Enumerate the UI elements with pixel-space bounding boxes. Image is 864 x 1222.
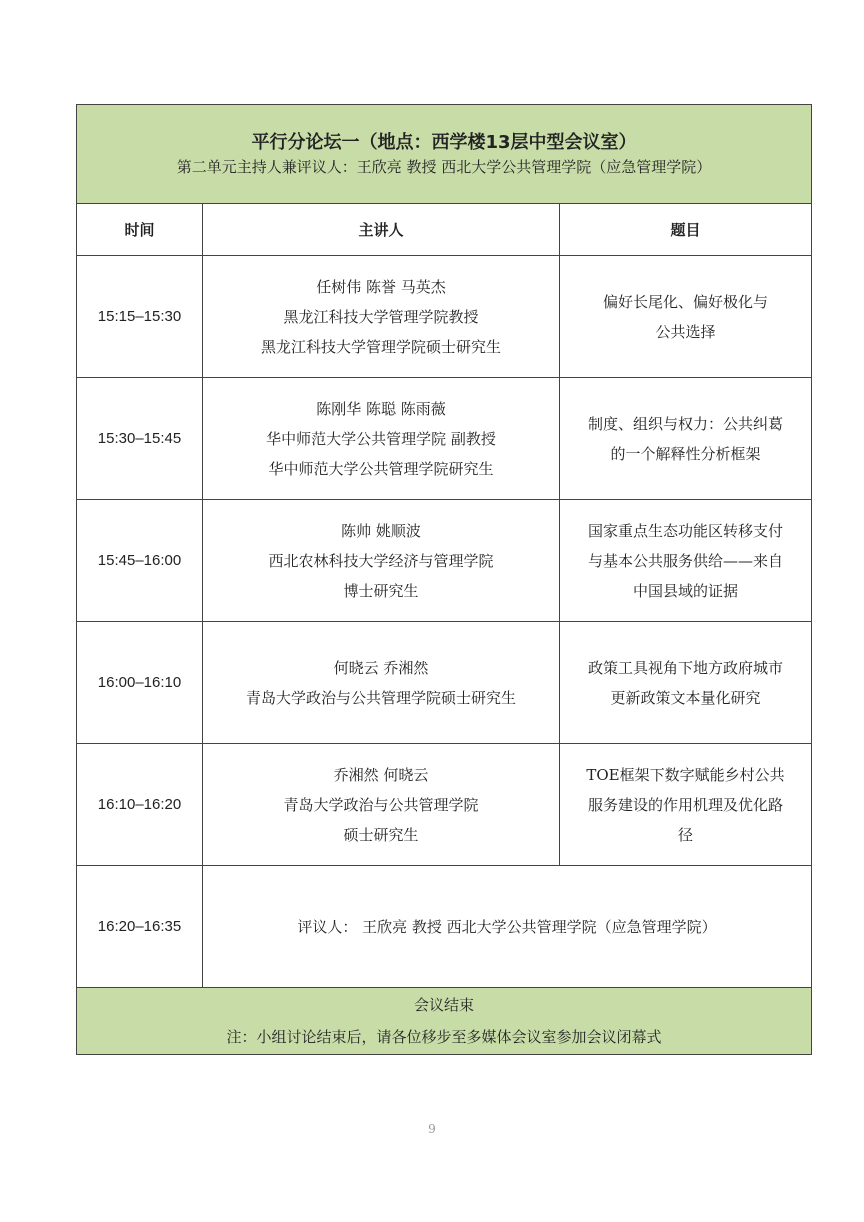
topic-line: 国家重点生态功能区转移支付 — [587, 521, 783, 540]
speakers-cell — [203, 744, 560, 866]
table-row — [77, 378, 812, 500]
speaker-line: 博士研究生 — [343, 581, 419, 600]
speakers-cell — [203, 378, 560, 500]
speaker-line: 陈帅 姚顺波 — [341, 521, 421, 540]
speaker-line: 乔湘然 何晓云 — [333, 765, 429, 784]
speaker-line: 黑龙江科技大学管理学院硕士研究生 — [260, 337, 501, 356]
topic-cell — [560, 622, 812, 744]
table-row — [77, 500, 812, 622]
speaker-line: 硕士研究生 — [343, 825, 419, 844]
table-row — [77, 622, 812, 744]
table-row — [77, 256, 812, 378]
column-headers — [77, 204, 812, 256]
speaker-line: 华中师范大学公共管理学院研究生 — [268, 459, 494, 478]
page-number: 9 — [428, 1122, 436, 1136]
meeting-end: 会议结束 — [413, 996, 474, 1014]
topic-cell — [560, 744, 812, 866]
topic-line: 制度、组织与权力：公共纠葛 — [587, 414, 783, 433]
column-header-topic: 题目 — [560, 204, 812, 256]
session-time: 16:10–16:20 — [77, 744, 203, 866]
topic-line: 的一个解释性分析框架 — [610, 444, 761, 463]
speaker-line: 华中师范大学公共管理学院 副教授 — [266, 429, 496, 448]
topic-line: 服务建设的作用机理及优化路 — [587, 795, 783, 814]
speaker-line: 陈刚华 陈聪 陈雨薇 — [316, 399, 446, 418]
forum-title: 平行分论坛一（地点：西学楼13层中型会议室） — [251, 132, 637, 153]
topic-line: 偏好长尾化、偏好极化与 — [602, 292, 768, 311]
speaker-line: 黑龙江科技大学管理学院教授 — [283, 307, 479, 326]
closing-note: 注：小组讨论结束后，请各位移步至多媒体会议室参加会议闭幕式 — [226, 1028, 662, 1046]
speaker-line: 任树伟 陈誉 马英杰 — [316, 277, 446, 296]
speakers-cell — [203, 622, 560, 744]
forum-subtitle: 第二单元主持人兼评议人：王欣亮 教授 西北大学公共管理学院（应急管理学院） — [176, 158, 712, 176]
speakers-cell — [203, 500, 560, 622]
topic-line: TOE框架下数字赋能乡村公共 — [586, 765, 785, 784]
schedule-table — [76, 104, 812, 1055]
speakers-cell — [203, 256, 560, 378]
topic-line: 中国县域的证据 — [632, 581, 738, 600]
session-time: 15:30–15:45 — [77, 378, 203, 500]
topic-cell — [560, 378, 812, 500]
review-text: 评议人： 王欣亮 教授 西北大学公共管理学院（应急管理学院） — [203, 866, 812, 988]
session-time: 15:45–16:00 — [77, 500, 203, 622]
review-row — [77, 866, 812, 988]
topic-line: 径 — [677, 825, 693, 844]
speaker-line: 西北农林科技大学经济与管理学院 — [268, 551, 494, 570]
topic-line: 与基本公共服务供给——来自 — [587, 551, 783, 570]
review-time: 16:20–16:35 — [77, 866, 203, 988]
session-time: 16:00–16:10 — [77, 622, 203, 744]
session-time: 15:15–15:30 — [77, 256, 203, 378]
speaker-line: 青岛大学政治与公共管理学院 — [283, 795, 479, 814]
topic-cell — [560, 256, 812, 378]
table-row — [77, 744, 812, 866]
column-header-time: 时间 — [77, 204, 203, 256]
topic-cell — [560, 500, 812, 622]
topic-line: 政策工具视角下地方政府城市 — [587, 658, 783, 677]
speaker-line: 何晓云 乔湘然 — [333, 658, 429, 677]
topic-line: 更新政策文本量化研究 — [610, 688, 761, 707]
speaker-line: 青岛大学政治与公共管理学院硕士研究生 — [245, 688, 516, 707]
footer — [77, 988, 812, 1055]
column-header-speaker: 主讲人 — [203, 204, 560, 256]
topic-line: 公共选择 — [655, 322, 716, 341]
forum-header — [77, 105, 812, 204]
